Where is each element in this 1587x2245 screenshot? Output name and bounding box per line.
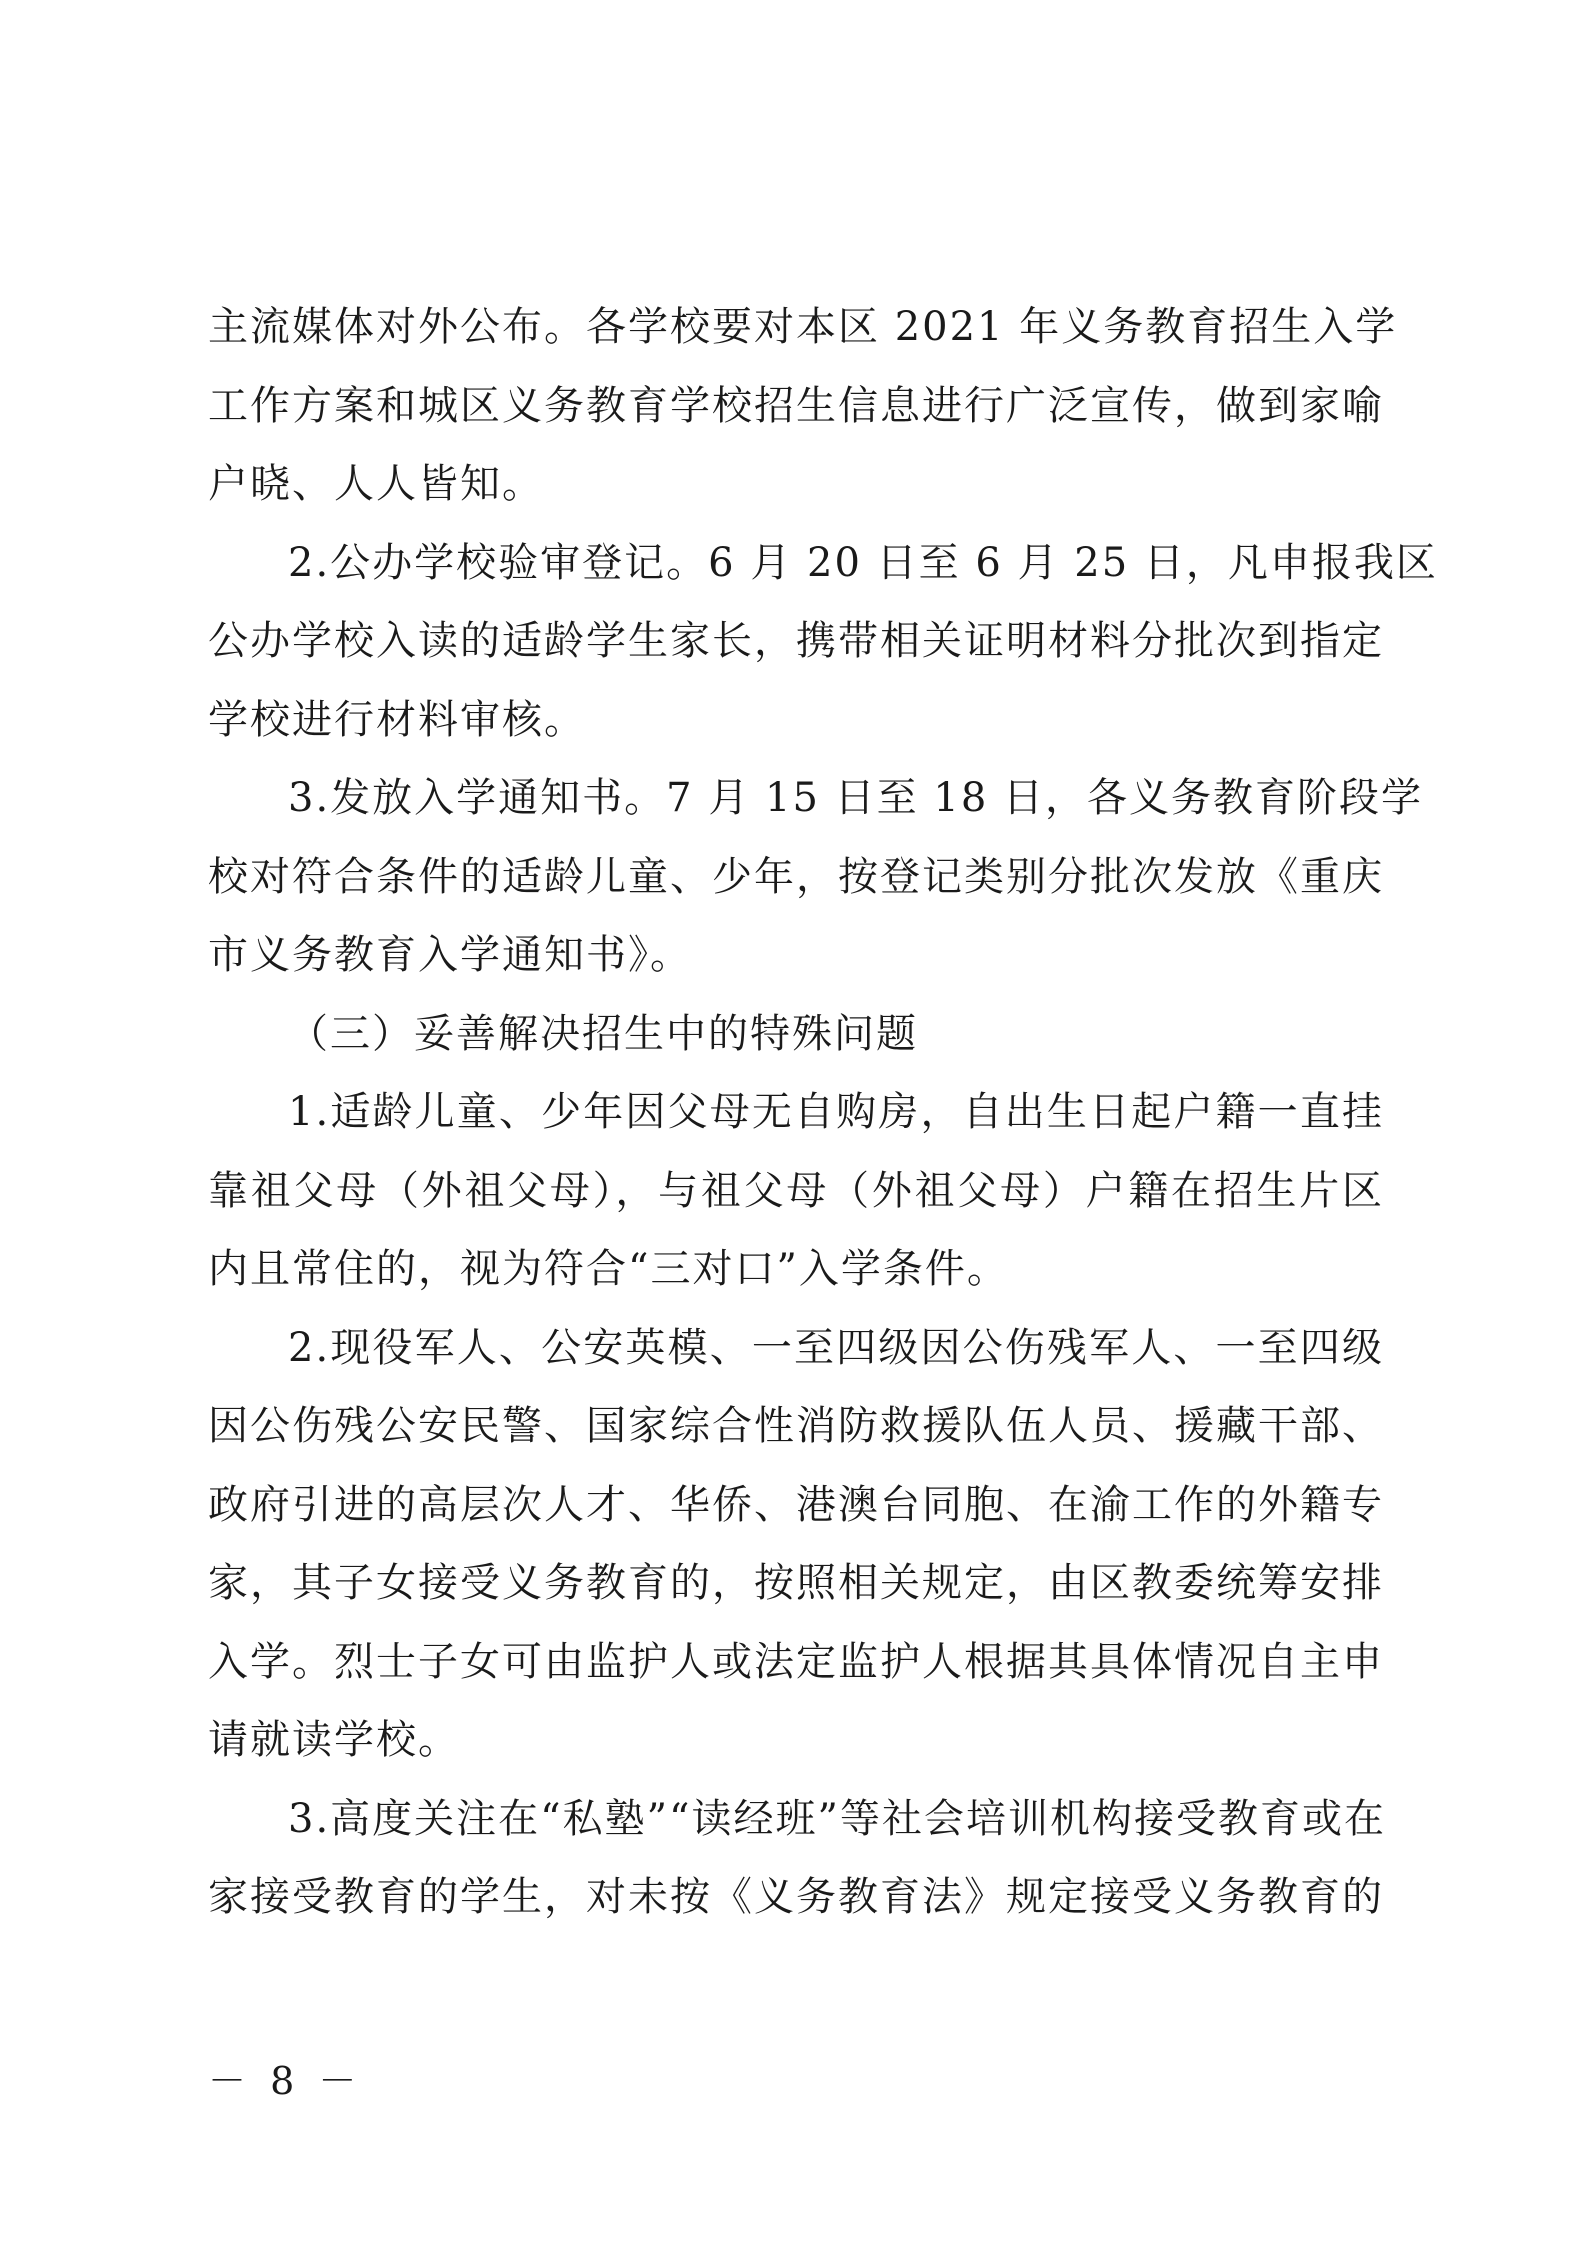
text-line: 3.发放入学通知书。7 月 15 日至 18 日，各义务教育阶段学 (288, 775, 1423, 821)
section-heading: （三）妥善解决招生中的特殊问题 (288, 1010, 918, 1057)
text-line: 家接受教育的学生，对未按《义务教育法》规定接受义务教育的 (208, 1874, 1384, 1920)
text-line: 学校进行材料审核。 (208, 696, 586, 743)
text-line: 家，其子女接受义务教育的，按照相关规定，由区教委统筹安排 (208, 1560, 1384, 1606)
paragraph-publicity (208, 288, 1398, 524)
text-line: 校对符合条件的适龄儿童、少年，按登记类别分批次发放《重庆 (208, 853, 1384, 900)
text-line: 主流媒体对外公布。各学校要对本区 2021 年义务教育招生入学 (208, 304, 1398, 350)
text-line: 市义务教育入学通知书》。 (208, 932, 692, 978)
body-text (208, 288, 1438, 1937)
text-line: 工作方案和城区义务教育学校招生信息进行广泛宣传，做到家喻 (208, 382, 1384, 429)
paragraph-admission-notice (208, 759, 1423, 995)
text-line: 政府引进的高层次人才、华侨、港澳台同胞、在渝工作的外籍专 (208, 1481, 1384, 1528)
text-line: 因公伤残公安民警、国家综合性消防救援队伍人员、援藏干部、 (208, 1403, 1384, 1449)
text-line: 2.现役军人、公安英模、一至四级因公伤残军人、一至四级 (288, 1324, 1384, 1371)
paragraph-grandparents-household (208, 1073, 1384, 1309)
paragraph-public-school-registration (208, 524, 1438, 760)
text-line: 内且常住的，视为符合“三对口”入学条件。 (208, 1246, 1009, 1292)
text-line: 1.适龄儿童、少年因父母无自购房，自出生日起户籍一直挂 (288, 1089, 1384, 1135)
text-line: 请就读学校。 (208, 1717, 460, 1763)
text-line: 公办学校入读的适龄学生家长，携带相关证明材料分批次到指定 (208, 618, 1384, 664)
text-line: 入学。烈士子女可由监护人或法定监护人根据其具体情况自主申 (208, 1638, 1384, 1685)
text-line: 户晓、人人皆知。 (208, 461, 544, 507)
paragraph-private-tutoring (208, 1780, 1384, 1937)
paragraph-special-groups (208, 1309, 1384, 1780)
text-line: 靠祖父母（外祖父母），与祖父母（外祖父母）户籍在招生片区 (208, 1167, 1384, 1214)
page-number: － 8 － (208, 2059, 363, 2103)
text-line: 3.高度关注在“私塾”“读经班”等社会培训机构接受教育或在 (288, 1795, 1386, 1842)
text-line: 2.公办学校验审登记。6 月 20 日至 6 月 25 日，凡申报我区 (288, 539, 1438, 586)
